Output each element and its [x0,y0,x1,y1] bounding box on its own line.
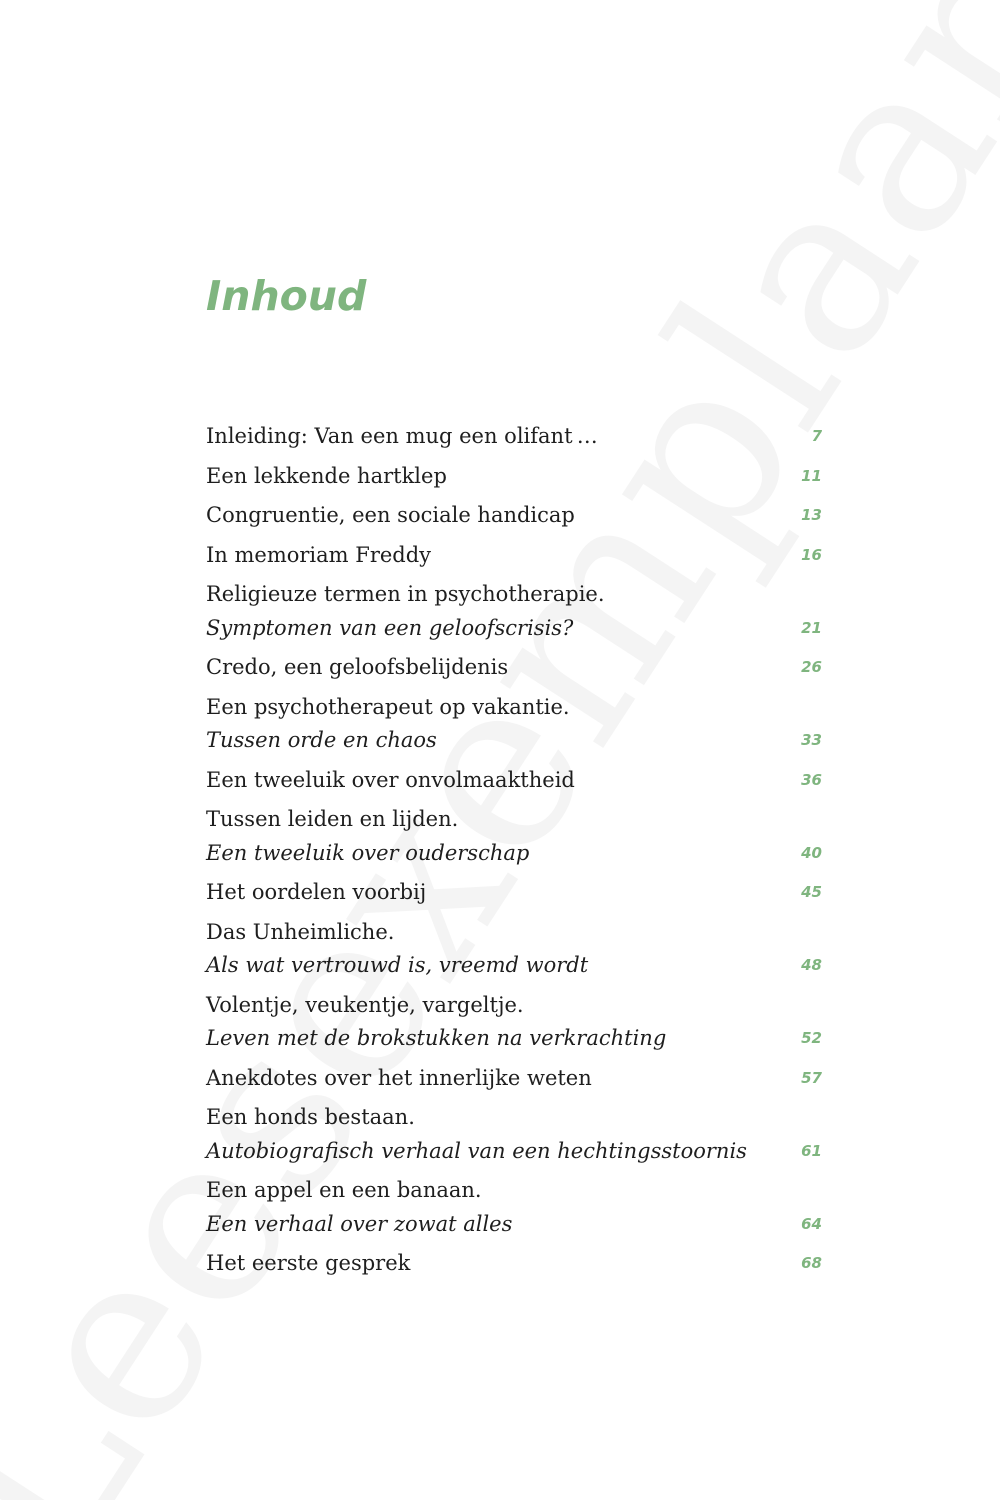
toc-entry-subtitle: Een tweeluik over ouderschap [206,840,530,865]
table-of-contents [206,420,822,1287]
toc-entry-title: Anekdotes over het innerlijke weten [206,1065,592,1090]
toc-entry-title: Das Unheimliche. [206,919,395,944]
toc-entry-title: Het eerste gesprek [206,1251,411,1275]
toc-entry [206,691,822,758]
toc-entry-title: Religieuze termen in psychotherapie. [206,582,605,606]
toc-page-number: 11 [801,466,822,485]
toc-entry-subtitle: Symptomen van een geloofscrisis? [206,615,574,640]
toc-entry-subtitle: Autobiografisch verhaal van een hechtingsstoornis [206,1138,747,1163]
toc-page-number: 13 [801,506,822,524]
toc-page-number: 64 [801,1214,822,1233]
toc-entry [206,1062,822,1096]
toc-entry-title: Congruentie, een sociale handicap [206,503,575,527]
toc-entry-title: Een psychotherapeut op vakantie. [206,694,570,719]
toc-entry-title: Volentje, veukentje, vargeltje. [206,992,524,1017]
toc-page-number: 68 [801,1254,822,1272]
toc-entry [206,916,822,983]
toc-entry [206,460,822,494]
toc-entry [206,803,822,870]
toc-page-number: 45 [801,883,822,901]
toc-entry-title: Een tweeluik over onvolmaaktheid [206,767,575,792]
toc-page-number: 26 [801,658,822,676]
toc-entry [206,1247,822,1281]
toc-page-number: 57 [801,1068,822,1087]
toc-entry-subtitle: Tussen orde en chaos [206,728,437,752]
toc-page-number: 33 [801,731,822,749]
toc-page-number: 21 [801,618,822,637]
toc-entry-title: In memoriam Freddy [206,542,432,567]
toc-entry-subtitle: Leven met de brokstukken na verkrachting [206,1026,667,1050]
toc-entry [206,1174,822,1241]
toc-page-number: 52 [801,1029,822,1047]
toc-entry [206,764,822,798]
toc-entry-title: Een lekkende hartklep [206,463,447,488]
toc-entry-title: Het oordelen voorbij [206,880,427,904]
toc-entry-title: Inleiding: Van een mug een olifant … [206,424,598,448]
toc-page-number: 40 [801,843,822,862]
toc-entry [206,499,822,533]
toc-page-number: 61 [801,1141,822,1160]
toc-entry [206,539,822,573]
toc-entry [206,578,822,645]
toc-entry-title: Een appel en een banaan. [206,1178,482,1202]
toc-entry-subtitle: Een verhaal over zowat alles [206,1211,513,1236]
page-title: Inhoud [206,272,367,320]
toc-entry-title: Een honds bestaan. [206,1105,415,1129]
toc-entry [206,420,822,454]
toc-entry-title: Credo, een geloofsbelijdenis [206,655,509,679]
toc-page-number: 16 [801,545,822,564]
toc-page-number: 7 [811,427,822,445]
toc-page-number: 36 [801,770,822,789]
toc-entry-title: Tussen leiden en lijden. [206,807,459,831]
toc-entry-subtitle: Als wat vertrouwd is, vreemd wordt [206,953,589,977]
toc-entry [206,989,822,1056]
toc-entry [206,1101,822,1168]
toc-page-number: 48 [801,956,822,974]
toc-entry [206,876,822,910]
toc-entry [206,651,822,685]
